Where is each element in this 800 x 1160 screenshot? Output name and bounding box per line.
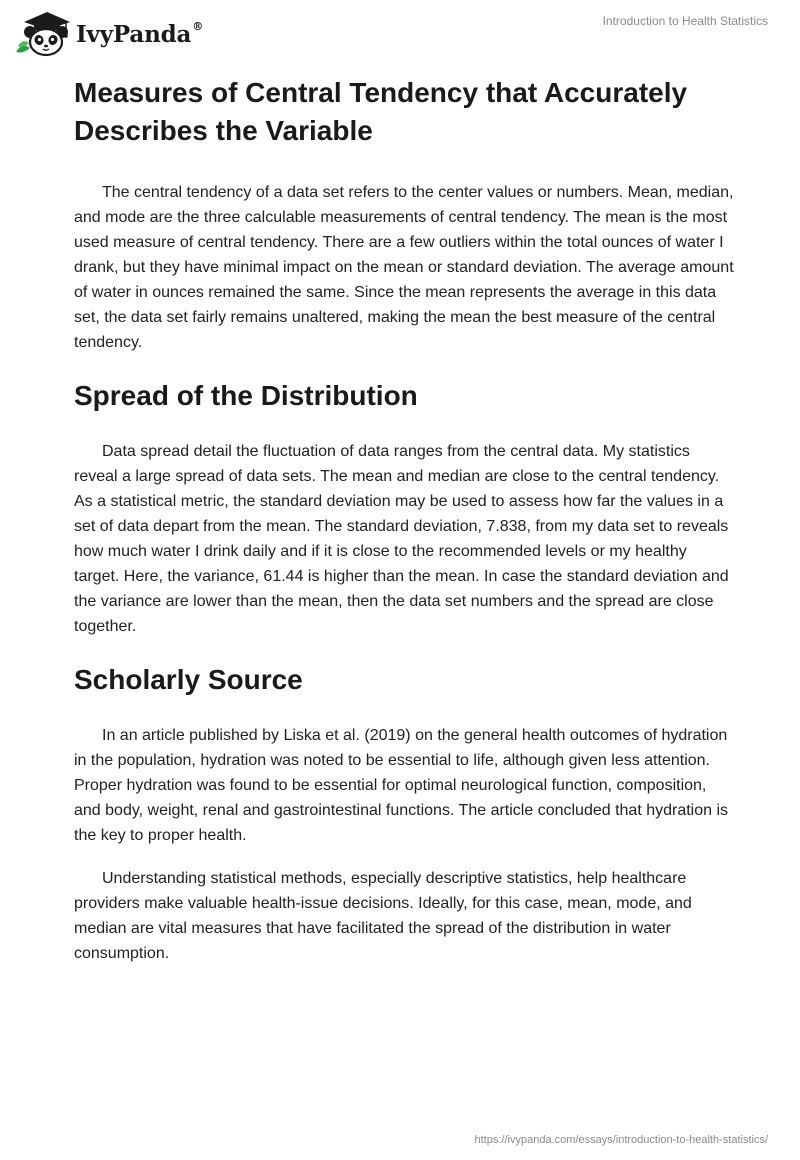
page-header	[0, 0, 800, 70]
paragraph-scholarly-source: In an article published by Liska et al. (2019) on the general health outcomes of hydration in the population, hydration was noted to be essential to life, although given less attention. Proper hydration was found to be essential for optimal neurological function, composition, and body, weight, renal and gastrointestinal functions. The article concluded that hydration is the key to proper health.	[74, 727, 729, 844]
paragraph-spread: Data spread detail the fluctuation of data ranges from the central data. My statistics reveal a large spread of data sets. The mean and median are close to the central tendency. As a statistical metric, the standard deviation may be used to assess how far the values in a set of data depart from the mean. The standard deviation, 7.838, from my data set to reveals how much water I drink daily and if it is close to the recommended levels or my healthy target. Here, the variance, 61.44 is higher than the mean. In case the standard deviation and the variance are lower than the mean, then the data set numbers and the spread are close together.	[74, 443, 729, 635]
brand-name: IvyPanda®	[76, 19, 203, 48]
panda-graduate-icon	[14, 8, 72, 58]
article-body	[74, 74, 734, 984]
document-title: Introduction to Health Statistics	[602, 14, 768, 28]
section-heading-scholarly-source: Scholarly Source	[74, 664, 303, 695]
paragraph-conclusion: Understanding statistical methods, especially descriptive statistics, help healthcare providers make valuable health-issue decisions. Ideally, for this case, mean, mode, and median are vital measures that have facilitated the spread of the distribution in water consumption.	[74, 870, 692, 962]
section-heading-spread: Spread of the Distribution	[74, 380, 418, 411]
registered-mark: ®	[192, 19, 203, 33]
brand-logo[interactable]	[14, 8, 203, 58]
source-url[interactable]: https://ivypanda.com/essays/introduction-to-health-statistics/	[474, 1134, 768, 1146]
section-heading-central-tendency: Measures of Central Tendency that Accurately Describes the Variable	[74, 77, 688, 146]
paragraph-central-tendency: The central tendency of a data set refers to the center values or numbers. Mean, median, and mode are the three calculable measurements of central tendency. The mean is the most used measure of central tendency. There are a few outliers within the total ounces of water I drank, but they have minimal impact on the mean or standard deviation. The average amount of water in ounces remained the same. Since the mean represents the average in this data set, the data set fairly remains unaltered, making the mean the best measure of the central tendency.	[74, 184, 734, 351]
